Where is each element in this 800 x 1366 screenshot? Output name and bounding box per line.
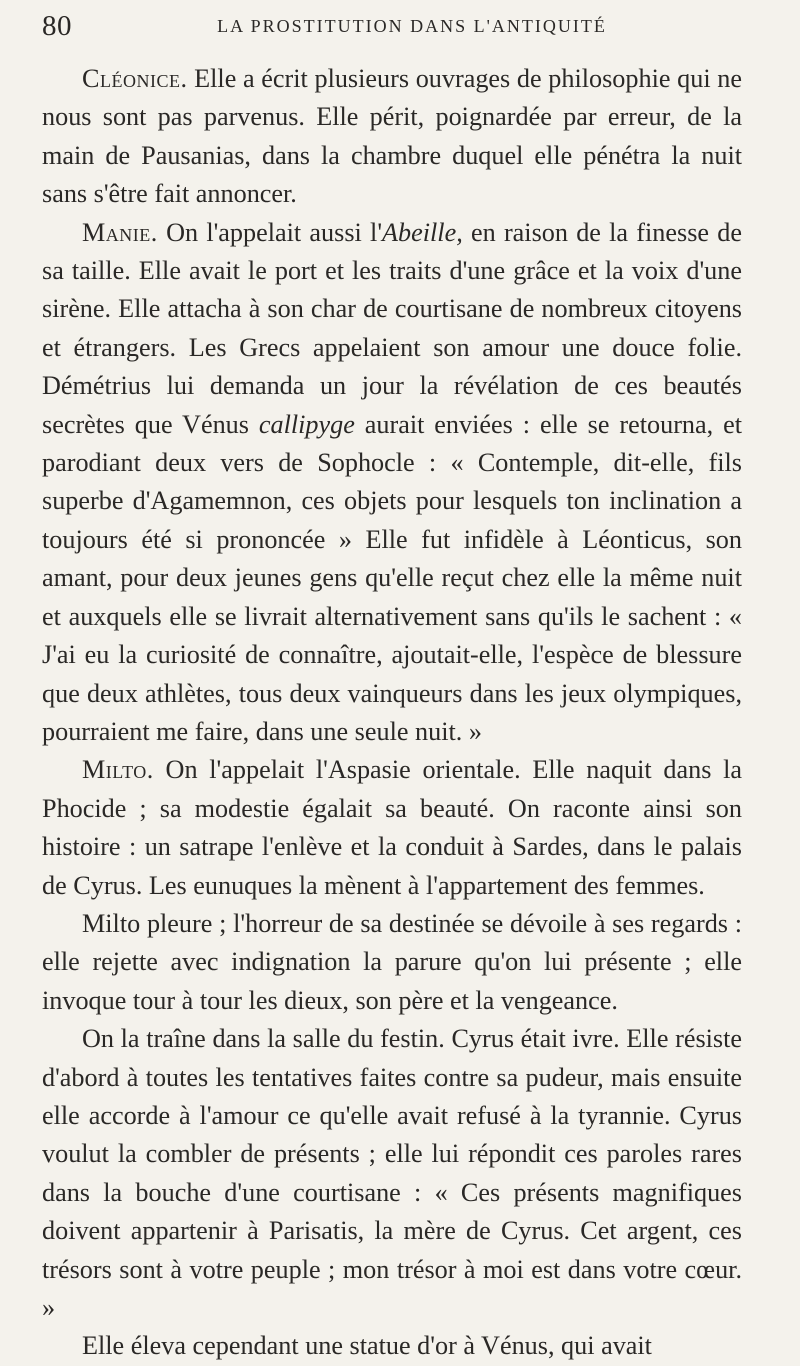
paragraph-text: Elle éleva cependant une statue d'or à Vénus, qui avait [82,1331,652,1361]
paragraph-text: en raison de la finesse de sa taille. Elle avait le port et les traits d'une grâce et la voix d'une sirène. Elle attacha à son char de courtisane de nombreux citoyens et étrangers. Les Grecs appelaient son amour une douce folie. Démétrius lui demanda un jour la révélation de ces beautés secrètes que Vénus [42,217,742,439]
paragraph-text: Milto pleure ; l'horreur de sa destinée se dévoile à ses regards : elle rejette avec indignation la parure qu'on lui présente ; elle invoque tour à tour les dieux, son père et la vengeance. [42,908,742,1015]
paragraph-text: aurait enviées : elle se retourna, et parodiant deux vers de Sophocle : « Contemple, dit-elle, fils superbe d'Agamemnon, ces objets pour lesquels ton inclination a toujours été si prononcée » Elle fut infidèle à Léonticus, son amant, pour deux jeunes gens qu'elle reçut chez elle la même nuit et auxquels elle se livrait alternativement sans qu'ils le sachent : « J'ai eu la curiosité de connaître, ajoutait-elle, l'espèce de blessure que deux athlètes, tous deux vainqueurs dans les jeux olympiques, pourraient me faire, dans une seule nuit. » [42,409,742,746]
paragraph-festin [42,1020,742,1327]
italic-term: callipyge [258,409,355,439]
paragraph-cleonice [42,60,742,214]
paragraph-text: On l'appelait l'Aspasie orientale. Elle naquit dans la Phocide ; sa modestie égalait sa beauté. On raconte ainsi son histoire : un satrape l'enlève et la conduit à Sardes, dans le palais de Cyrus. Les eunuques la mènent à l'appartement des femmes. [42,755,742,900]
entry-name: Milto. [82,755,154,785]
entry-name: Cléonice. [82,64,188,93]
entry-name: Manie. [82,217,158,247]
paragraph-text: On la traîne dans la salle du festin. Cyrus était ivre. Elle résiste d'abord à toutes les tentatives faites contre sa pudeur, mais ensuite elle accorde à l'amour ce qu'elle avait refusé à la tyrannie. Cyrus voulut la combler de présents ; elle lui répondit ces paroles rares dans la bouche d'une courtisane : « Ces présents magnifiques doivent appartenir à Parisatis, la mère de Cyrus. Cet argent, ces trésors sont à votre peuple ; mon trésor à moi est dans votre cœur. » [42,1024,742,1322]
paragraph-statue [42,1327,742,1365]
paragraph-text: Elle a écrit plusieurs ouvrages de philosophie qui ne nous sont pas parvenus. Elle périt, poignardée par erreur, de la main de Pausanias, dans la chambre duquel elle pénétra la nuit sans s'être fait annoncer. [42,64,742,209]
italic-term: Abeille, [382,217,463,247]
paragraph-text: On l'appelait aussi l' [157,217,383,247]
paragraph-manie [42,214,742,752]
paragraph-milto [42,751,742,905]
paragraph-milto-continued [42,905,742,1020]
page-header [42,10,742,50]
body-text [42,60,742,1366]
page-number: 80 [42,10,72,42]
running-title: LA PROSTITUTION DANS L'ANTIQUITÉ [217,16,607,36]
